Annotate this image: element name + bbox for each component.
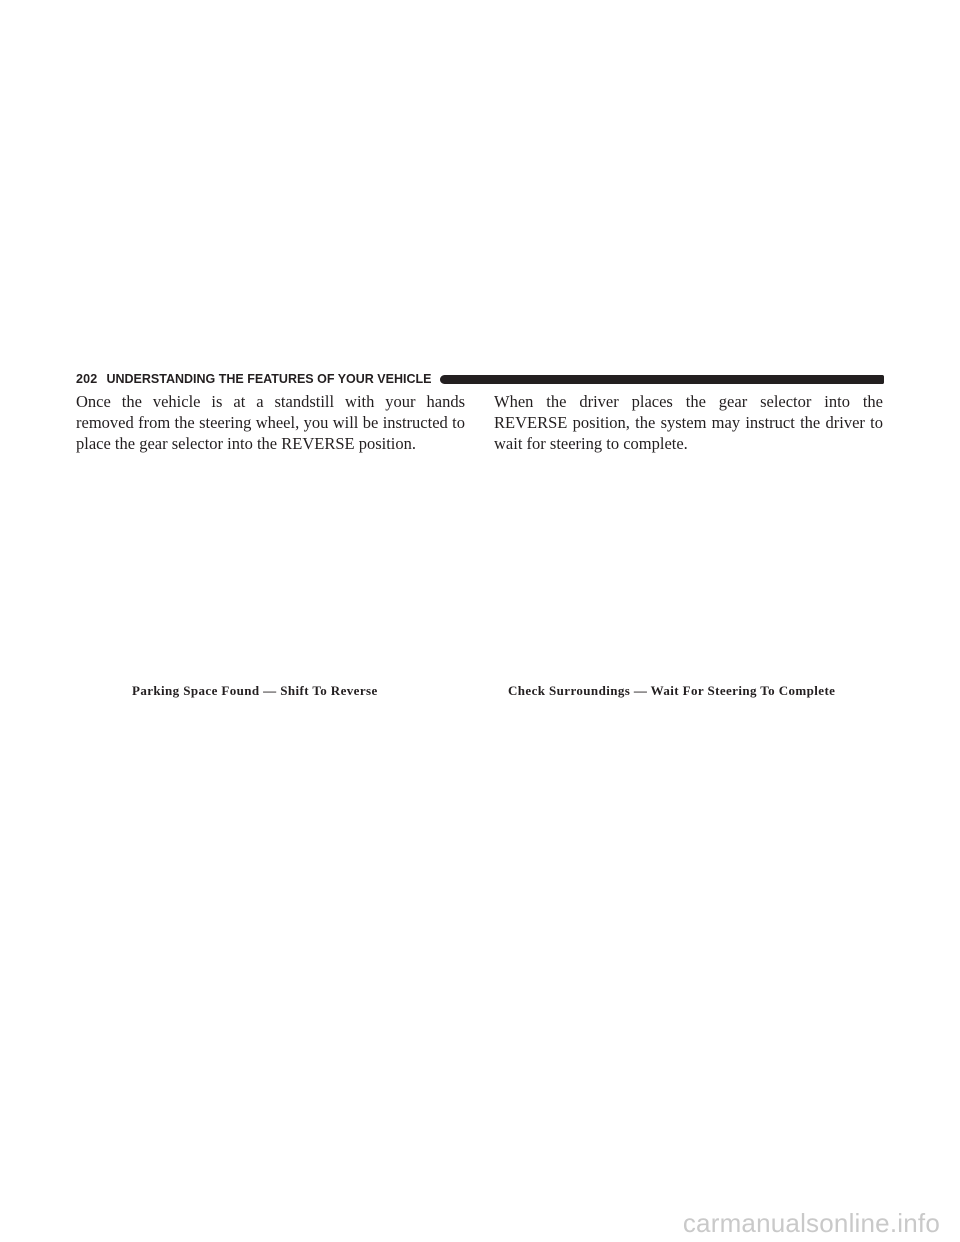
figure-caption-left: Parking Space Found — Shift To Reverse [132,683,378,698]
figure-caption-right: Check Surroundings — Wait For Steering To Complete [508,683,836,698]
right-paragraph: When the driver places the gear selector into the REVERSE position, the system may instruct the driver to wait for steering to complete. [494,392,883,453]
page-number: 202 [76,372,98,386]
watermark: carmanualsonline.info [682,1208,940,1238]
section-title: UNDERSTANDING THE FEATURES OF YOUR VEHICLE [106,372,432,386]
header-rule [440,375,885,384]
left-paragraph: Once the vehicle is at a standstill with your hands removed from the steering wheel, you will be instructed to place the gear selector into the REVERSE position. [76,392,465,453]
page-header [76,371,884,387]
